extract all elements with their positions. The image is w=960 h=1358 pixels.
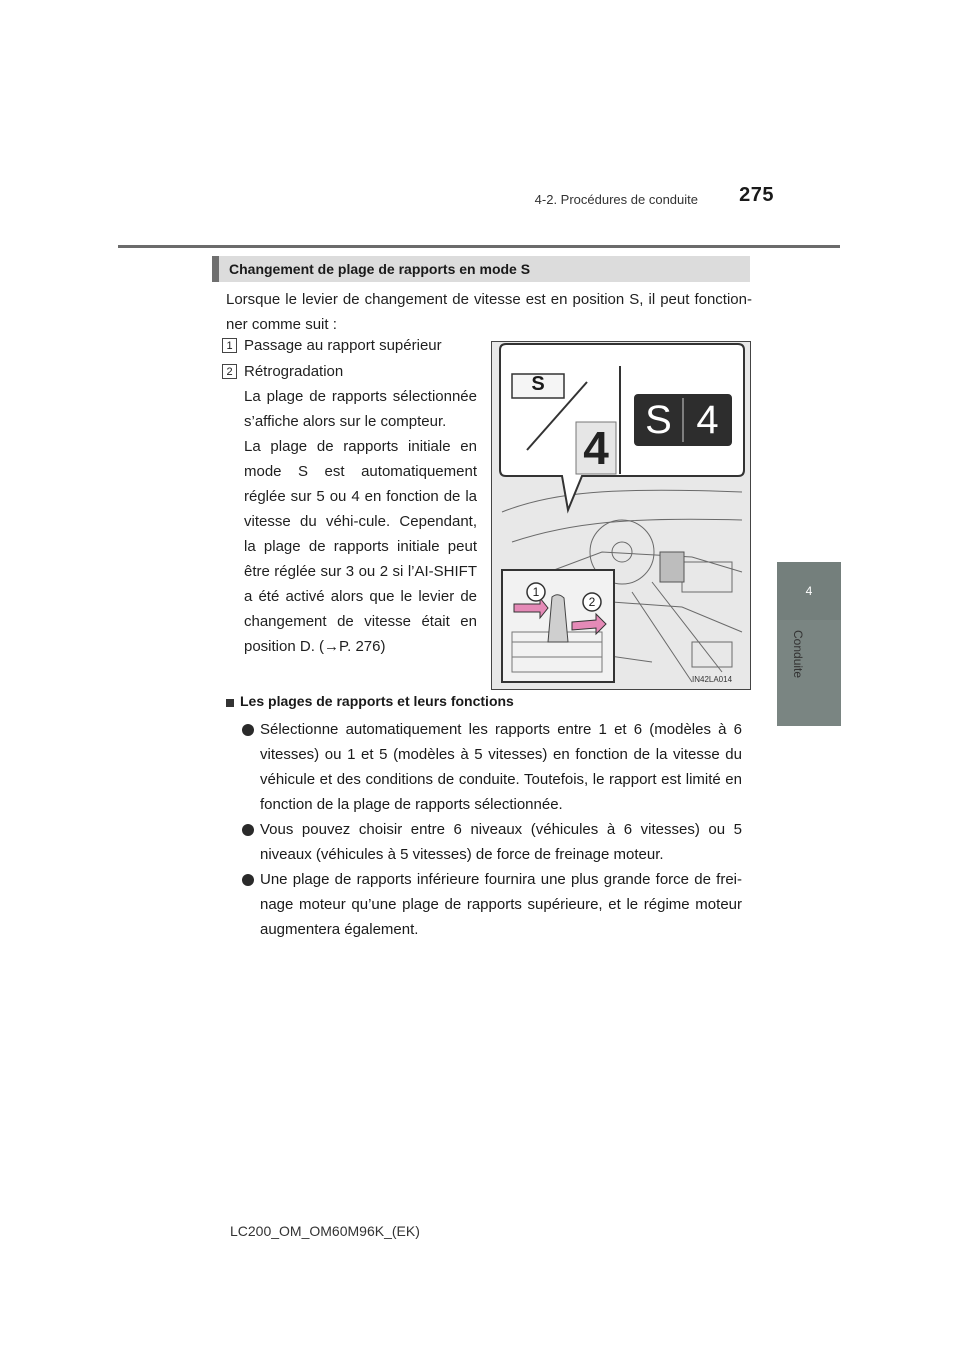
- bullet-3: [244, 867, 742, 942]
- step-text-1: Passage au rapport supérieur: [244, 337, 442, 354]
- subsection-marker-icon: [226, 699, 234, 707]
- bullet-2: [244, 817, 742, 867]
- display-s: S: [645, 398, 672, 442]
- paragraph-initial-range: La plage de rapports initiale en mode S est automatiquement réglée sur 5 ou 4 en fonction de la vitesse du véhi-cule. Cependant, la plage de rapports initiale peut être réglée sur 3 ou 2 si l’AI-SHIFT a été activé alors que le levier de changement de vitesse était en position D. (→P. 276): [244, 438, 477, 655]
- callout-1: 1: [532, 585, 540, 599]
- gear-digit: 4: [583, 422, 609, 474]
- shift-lever-illustration: [491, 341, 751, 690]
- bullet-1: [244, 717, 742, 817]
- intro-paragraph: Lorsque le levier de changement de vitesse est en position S, il peut fonction-ner comme suit :: [226, 291, 752, 333]
- bullet-text-3: Une plage de rapports inférieure fournira une plus grande force de frei-nage moteur qu’une plage de rapports supérieure, et le régime moteur augmentera également.: [260, 871, 742, 938]
- page-number: 275: [739, 184, 774, 206]
- paragraph-display: La plage de rapports sélectionnée s’affiche alors sur le compteur.: [244, 388, 477, 430]
- callout-2: 2: [588, 595, 596, 609]
- header-rule: [118, 245, 840, 248]
- section-heading: Changement de plage de rapports en mode S: [212, 256, 750, 282]
- subsection-title: Les plages de rapports et leurs fonctions: [240, 693, 514, 709]
- s-badge: S: [531, 373, 545, 395]
- footer-code: LC200_OM_OM60M96K_(EK): [230, 1223, 420, 1239]
- step-number-2: 2: [222, 364, 237, 379]
- display-gear: 4: [696, 398, 719, 442]
- chapter-label: Conduite: [791, 630, 805, 679]
- header-section-title: 4-2. Procédures de conduite: [534, 192, 698, 207]
- chapter-tab: 4: [777, 562, 841, 620]
- figure-code: IN42LA014: [692, 675, 733, 684]
- bullet-text-1: Sélectionne automatiquement les rapports entre 1 et 6 (modèles à 6 vitesses) ou 1 et 5 (modèles à 5 vitesses) en fonction de la vitesse du véhicule et des conditions de conduite. Toutefois, le rapport est limité en fonction de la plage de rapports sélectionnée.: [260, 721, 742, 813]
- bullet-text-2: Vous pouvez choisir entre 6 niveaux (véhicules à 6 vitesses) ou 5 niveaux (véhicules à 5 vitesses) de force de freinage moteur.: [260, 821, 742, 863]
- step-number-1: 1: [222, 338, 237, 353]
- step-text-2: Rétrogradation: [244, 363, 344, 380]
